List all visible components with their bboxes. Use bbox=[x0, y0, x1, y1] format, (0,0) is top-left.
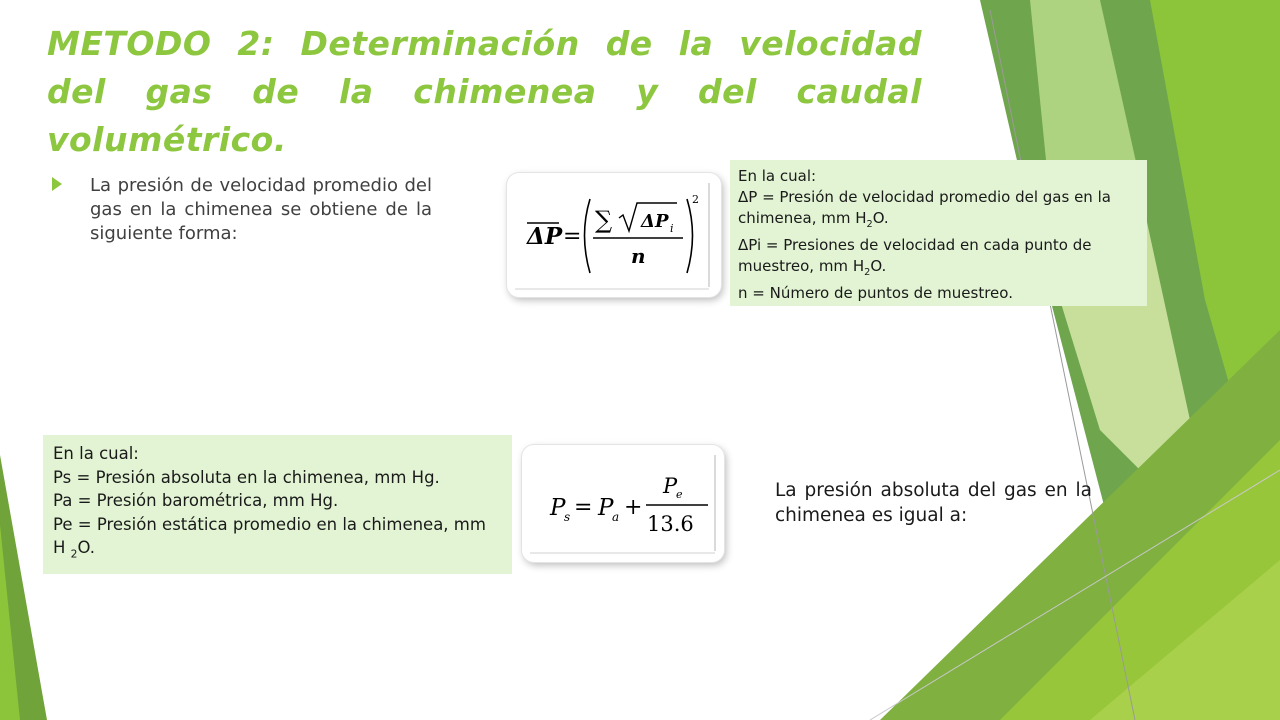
formula1-left-paren bbox=[585, 199, 591, 273]
formula2-den: 13.6 bbox=[647, 512, 694, 536]
formula2-num-sub: e bbox=[676, 488, 683, 501]
formula1-right-paren bbox=[687, 199, 693, 273]
formula2-num: P bbox=[663, 474, 678, 498]
slide-title: METODO 2: Determinación de la velocidad del gas de la chimenea y del caudal volumétrico. bbox=[47, 24, 922, 159]
formula1-sum: ∑ bbox=[595, 206, 613, 234]
definitions-box-top bbox=[730, 160, 1147, 306]
box-top-line-3: n = Número de puntos de muestreo. bbox=[738, 284, 1013, 302]
formula-delta-p-image bbox=[507, 173, 721, 297]
box-bottom-line-3: Pe = Presión estática promedio en la chimenea, mm H $_2$O. bbox=[53, 514, 486, 561]
formula2-lhs-sub: s bbox=[564, 510, 571, 524]
formula2-plus: + bbox=[624, 495, 643, 520]
box-bottom-line-1: Ps = Presión absoluta en la chimenea, mm Hg. bbox=[53, 467, 440, 487]
formula1-rad: ΔP bbox=[641, 211, 669, 232]
formula2-equals: = bbox=[574, 495, 593, 520]
formula1-rad-sub: i bbox=[670, 222, 674, 235]
box-bottom-line-2: Pa = Presión barométrica, mm Hg. bbox=[53, 491, 339, 510]
box-bottom-heading: En la cual: bbox=[53, 444, 139, 463]
definitions-box-bottom bbox=[43, 435, 512, 574]
absolute-pressure-text: La presión absoluta del gas en la chimenea es igual a: bbox=[775, 480, 1092, 526]
formula1-lhs: ΔP bbox=[527, 223, 563, 250]
formula1-den: n bbox=[631, 244, 646, 268]
box-top-heading: En la cual: bbox=[738, 167, 817, 185]
formula2-term1: P bbox=[598, 495, 614, 521]
formula2-lhs: P bbox=[550, 495, 566, 521]
box-top-line-1: ΔP = Presión de velocidad promedio del gas en la chimenea, mm $H_2O$. bbox=[738, 188, 1111, 230]
formula2-term1-sub: a bbox=[612, 510, 620, 524]
bullet-arrow-icon bbox=[52, 177, 62, 191]
formula-ps-image bbox=[522, 445, 724, 562]
bullet-item bbox=[52, 174, 432, 246]
box-top-line-2: ΔPi = Presiones de velocidad en cada punto de muestreo, mm $H_2O$. bbox=[738, 236, 1092, 278]
formula1-exponent: 2 bbox=[692, 193, 699, 206]
formula1-equals: = bbox=[563, 224, 582, 249]
bullet-text: La presión de velocidad promedio del gas en la chimenea se obtiene de la siguiente forma: bbox=[90, 175, 432, 244]
